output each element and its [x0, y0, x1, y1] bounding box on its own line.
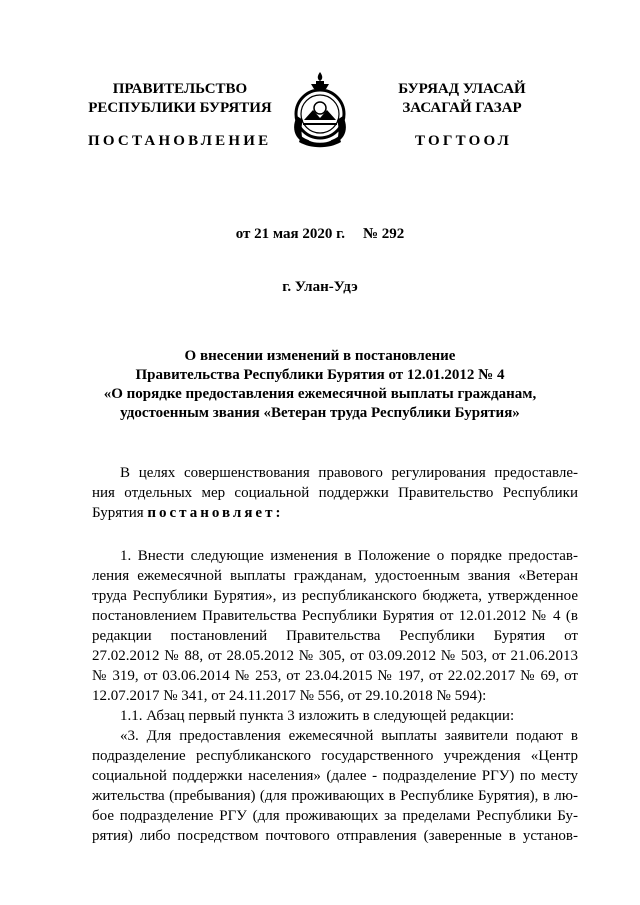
text-line: 1.1. Абзац первый пункта 3 изложить в следующей редакции:	[120, 708, 515, 724]
preamble-paragraph	[92, 463, 578, 523]
text-line: рятия) либо посредством почтового отправления (заверенные в установ-	[92, 828, 578, 844]
text-line: редакции постановлений Правительства Республики Бурятия от	[92, 628, 578, 644]
document-title	[70, 347, 570, 423]
clauses-section	[92, 546, 578, 846]
document-type-russian: ПОСТАНОВЛЕНИЕ	[88, 133, 272, 149]
text-line: социальной поддержки населения» (далее - подразделение РГУ) по месту	[92, 768, 578, 784]
text-line	[92, 503, 578, 523]
text-line: труда Республики Бурятия», из республиканского бюджета, утвержденное	[92, 588, 578, 604]
date-and-number	[0, 226, 640, 243]
issuer-line: ПРАВИТЕЛЬСТВО	[112, 81, 248, 97]
preamble-prefix: Бурятия	[92, 505, 148, 521]
text-line: жительства (пребывания) (для проживающих в Республике Бурятия), в лю-	[92, 788, 578, 804]
title-line: «О порядке предоставления ежемесячной выплаты гражданам,	[103, 386, 537, 402]
issuer-line: РЕСПУБЛИКИ БУРЯТИЯ	[88, 100, 272, 116]
title-line: О внесении изменений в постановление	[184, 348, 456, 364]
document-date: от 21 мая 2020 г.	[235, 226, 345, 242]
text-line: 12.07.2017 № 341, от 24.11.2017 № 556, от 29.10.2018 № 594):	[92, 688, 487, 704]
coat-of-arms-icon	[289, 70, 351, 148]
issuer-line: БУРЯАД УЛАСАЙ	[398, 81, 526, 97]
document-type-buryat: ТОГТООЛ	[415, 133, 512, 149]
text-line: 1. Внести следующие изменения в Положение о порядке предостав-	[120, 548, 578, 564]
text-line: В целях совершенствования правового регулирования предоставле-	[120, 465, 578, 481]
text-line: ления ежемесячной выплаты гражданам, удостоенным звания «Ветеран	[92, 568, 578, 584]
text-line: бое подразделение РГУ (для проживающих за пределами Республики Бу-	[92, 808, 578, 824]
document-number: № 292	[362, 226, 405, 242]
text-line: постановлением Правительства Республики Бурятия от 12.01.2012 № 4 (в	[92, 608, 578, 624]
document-city: г. Улан-Удэ	[282, 279, 358, 295]
title-line: Правительства Республики Бурятия от 12.01.2012 № 4	[135, 367, 505, 383]
text-line: № 319, от 03.06.2014 № 253, от 23.04.2015 № 197, от 22.02.2017 № 69, от	[92, 668, 578, 684]
text-line: «3. Для предоставления ежемесячной выплаты заявители подают в	[120, 728, 578, 744]
text-line: 27.02.2012 № 88, от 28.05.2012 № 305, от 03.09.2012 № 503, от 21.06.2013	[92, 648, 578, 664]
text-line: ния отдельных мер социальной поддержки Правительство Республики	[92, 485, 578, 501]
title-line: удостоенным звания «Ветеран труда Республики Бурятия»	[120, 405, 520, 421]
resolves-emphasis: постановляет:	[147, 505, 284, 521]
issuer-name-buryat	[352, 80, 572, 118]
issuer-name-russian	[70, 80, 290, 118]
issuer-line: ЗАСАГАЙ ГАЗАР	[402, 100, 522, 116]
text-line: подразделение республиканского государственного учреждения «Центр	[92, 748, 578, 764]
